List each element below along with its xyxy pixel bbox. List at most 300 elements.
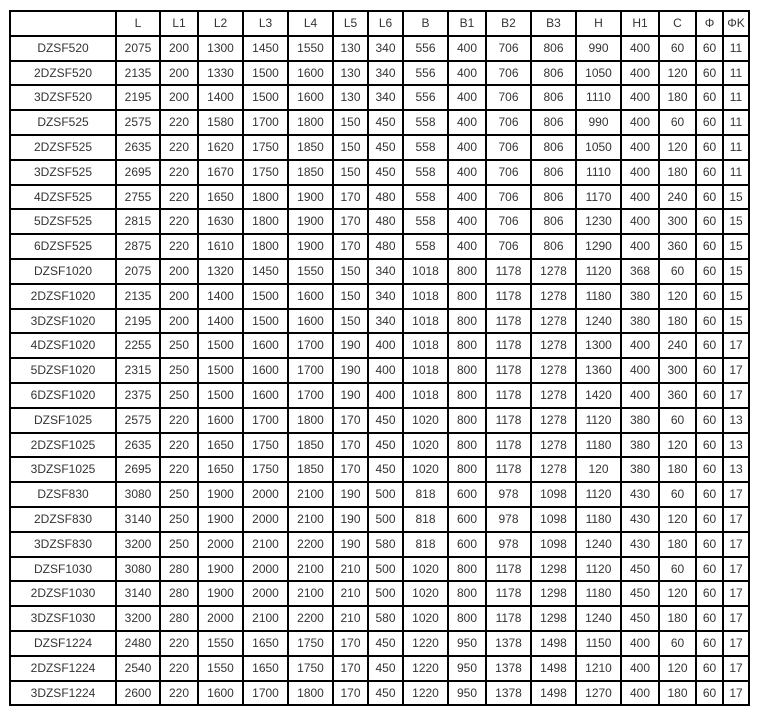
model-cell: DZSF1224 bbox=[10, 631, 116, 656]
value-cell: 806 bbox=[531, 160, 576, 185]
value-cell: 1278 bbox=[531, 333, 576, 358]
value-cell: 1400 bbox=[198, 85, 243, 110]
value-cell: 17 bbox=[723, 557, 749, 582]
model-cell: 2DZSF1030 bbox=[10, 581, 116, 606]
value-cell: 220 bbox=[160, 631, 198, 656]
value-cell: 1498 bbox=[531, 656, 576, 681]
value-cell: 60 bbox=[696, 482, 723, 507]
value-cell: 2100 bbox=[243, 606, 288, 631]
value-cell: 450 bbox=[368, 681, 403, 706]
model-cell: 3DZSF830 bbox=[10, 532, 116, 557]
table-row bbox=[10, 284, 749, 309]
table-row bbox=[10, 185, 749, 210]
value-cell: 170 bbox=[333, 185, 368, 210]
value-cell: 800 bbox=[448, 433, 486, 458]
value-cell: 11 bbox=[723, 61, 749, 86]
value-cell: 978 bbox=[486, 507, 531, 532]
value-cell: 2695 bbox=[116, 457, 160, 482]
value-cell: 1178 bbox=[486, 606, 531, 631]
value-cell: 200 bbox=[160, 61, 198, 86]
value-cell: 1278 bbox=[531, 457, 576, 482]
model-cell: DZSF525 bbox=[10, 110, 116, 135]
value-cell: 60 bbox=[696, 234, 723, 259]
model-cell: 2DZSF1025 bbox=[10, 433, 116, 458]
value-cell: 1550 bbox=[198, 656, 243, 681]
value-cell: 1650 bbox=[243, 656, 288, 681]
value-cell: 558 bbox=[403, 209, 448, 234]
value-cell: 380 bbox=[621, 457, 659, 482]
value-cell: 818 bbox=[403, 507, 448, 532]
value-cell: 170 bbox=[333, 408, 368, 433]
value-cell: 1580 bbox=[198, 110, 243, 135]
value-cell: 400 bbox=[621, 209, 659, 234]
value-cell: 1800 bbox=[288, 681, 333, 706]
value-cell: 15 bbox=[723, 185, 749, 210]
value-cell: 2100 bbox=[288, 507, 333, 532]
value-cell: 2540 bbox=[116, 656, 160, 681]
column-header-L6: L6 bbox=[368, 11, 403, 36]
value-cell: 400 bbox=[448, 209, 486, 234]
value-cell: 1210 bbox=[576, 656, 621, 681]
value-cell: 2135 bbox=[116, 284, 160, 309]
value-cell: 3140 bbox=[116, 507, 160, 532]
model-cell: 5DZSF525 bbox=[10, 209, 116, 234]
value-cell: 556 bbox=[403, 36, 448, 61]
value-cell: 1300 bbox=[576, 333, 621, 358]
value-cell: 806 bbox=[531, 234, 576, 259]
table-row bbox=[10, 433, 749, 458]
value-cell: 11 bbox=[723, 160, 749, 185]
value-cell: 60 bbox=[696, 358, 723, 383]
value-cell: 180 bbox=[659, 606, 696, 631]
table-row bbox=[10, 457, 749, 482]
value-cell: 2315 bbox=[116, 358, 160, 383]
value-cell: 990 bbox=[576, 110, 621, 135]
value-cell: 430 bbox=[621, 507, 659, 532]
value-cell: 800 bbox=[448, 606, 486, 631]
value-cell: 2695 bbox=[116, 160, 160, 185]
column-header-B2: B2 bbox=[486, 11, 531, 36]
value-cell: 800 bbox=[448, 557, 486, 582]
model-cell: DZSF1020 bbox=[10, 259, 116, 284]
value-cell: 250 bbox=[160, 482, 198, 507]
value-cell: 950 bbox=[448, 631, 486, 656]
value-cell: 1018 bbox=[403, 358, 448, 383]
value-cell: 60 bbox=[696, 85, 723, 110]
value-cell: 400 bbox=[368, 333, 403, 358]
value-cell: 280 bbox=[160, 606, 198, 631]
model-cell: 2DZSF1224 bbox=[10, 656, 116, 681]
value-cell: 806 bbox=[531, 85, 576, 110]
value-cell: 220 bbox=[160, 160, 198, 185]
value-cell: 400 bbox=[621, 681, 659, 706]
value-cell: 1600 bbox=[288, 61, 333, 86]
value-cell: 3200 bbox=[116, 532, 160, 557]
value-cell: 340 bbox=[368, 85, 403, 110]
column-header-H1: H1 bbox=[621, 11, 659, 36]
value-cell: 806 bbox=[531, 185, 576, 210]
value-cell: 1120 bbox=[576, 408, 621, 433]
value-cell: 1550 bbox=[198, 631, 243, 656]
value-cell: 1600 bbox=[243, 358, 288, 383]
value-cell: 1620 bbox=[198, 135, 243, 160]
value-cell: 190 bbox=[333, 333, 368, 358]
value-cell: 60 bbox=[696, 309, 723, 334]
value-cell: 400 bbox=[621, 234, 659, 259]
value-cell: 200 bbox=[160, 259, 198, 284]
value-cell: 2000 bbox=[198, 606, 243, 631]
column-header-L: L bbox=[116, 11, 160, 36]
value-cell: 380 bbox=[621, 433, 659, 458]
value-cell: 450 bbox=[621, 581, 659, 606]
value-cell: 1230 bbox=[576, 209, 621, 234]
column-header-H: H bbox=[576, 11, 621, 36]
value-cell: 340 bbox=[368, 61, 403, 86]
value-cell: 60 bbox=[659, 36, 696, 61]
value-cell: 706 bbox=[486, 185, 531, 210]
value-cell: 60 bbox=[696, 185, 723, 210]
value-cell: 1800 bbox=[288, 408, 333, 433]
value-cell: 1330 bbox=[198, 61, 243, 86]
value-cell: 200 bbox=[160, 85, 198, 110]
table-row bbox=[10, 408, 749, 433]
column-header-L4: L4 bbox=[288, 11, 333, 36]
value-cell: 1018 bbox=[403, 284, 448, 309]
value-cell: 1600 bbox=[288, 309, 333, 334]
value-cell: 170 bbox=[333, 631, 368, 656]
value-cell: 1180 bbox=[576, 433, 621, 458]
table-row bbox=[10, 581, 749, 606]
model-cell: DZSF520 bbox=[10, 36, 116, 61]
value-cell: 400 bbox=[448, 61, 486, 86]
value-cell: 558 bbox=[403, 110, 448, 135]
value-cell: 400 bbox=[448, 85, 486, 110]
value-cell: 978 bbox=[486, 532, 531, 557]
value-cell: 400 bbox=[621, 61, 659, 86]
value-cell: 120 bbox=[659, 656, 696, 681]
value-cell: 2600 bbox=[116, 681, 160, 706]
value-cell: 1500 bbox=[198, 383, 243, 408]
value-cell: 2635 bbox=[116, 433, 160, 458]
column-header-B: B bbox=[403, 11, 448, 36]
value-cell: 60 bbox=[696, 135, 723, 160]
value-cell: 360 bbox=[659, 234, 696, 259]
value-cell: 2195 bbox=[116, 309, 160, 334]
value-cell: 11 bbox=[723, 85, 749, 110]
spec-table-body bbox=[10, 36, 749, 706]
value-cell: 400 bbox=[621, 185, 659, 210]
value-cell: 1900 bbox=[288, 185, 333, 210]
value-cell: 2755 bbox=[116, 185, 160, 210]
value-cell: 60 bbox=[696, 36, 723, 61]
value-cell: 1298 bbox=[531, 581, 576, 606]
value-cell: 1900 bbox=[288, 209, 333, 234]
value-cell: 706 bbox=[486, 160, 531, 185]
value-cell: 17 bbox=[723, 482, 749, 507]
table-row bbox=[10, 681, 749, 706]
value-cell: 1850 bbox=[288, 433, 333, 458]
value-cell: 400 bbox=[448, 234, 486, 259]
model-cell: 3DZSF1025 bbox=[10, 457, 116, 482]
value-cell: 2575 bbox=[116, 408, 160, 433]
value-cell: 200 bbox=[160, 309, 198, 334]
value-cell: 1378 bbox=[486, 681, 531, 706]
value-cell: 2075 bbox=[116, 36, 160, 61]
value-cell: 450 bbox=[368, 656, 403, 681]
value-cell: 130 bbox=[333, 85, 368, 110]
value-cell: 60 bbox=[696, 532, 723, 557]
value-cell: 818 bbox=[403, 482, 448, 507]
value-cell: 1550 bbox=[288, 259, 333, 284]
value-cell: 2000 bbox=[198, 532, 243, 557]
value-cell: 1178 bbox=[486, 433, 531, 458]
value-cell: 1750 bbox=[243, 135, 288, 160]
value-cell: 1450 bbox=[243, 259, 288, 284]
value-cell: 400 bbox=[621, 135, 659, 160]
value-cell: 600 bbox=[448, 507, 486, 532]
value-cell: 1020 bbox=[403, 581, 448, 606]
value-cell: 1600 bbox=[288, 85, 333, 110]
value-cell: 1220 bbox=[403, 656, 448, 681]
value-cell: 800 bbox=[448, 259, 486, 284]
value-cell: 280 bbox=[160, 557, 198, 582]
value-cell: 450 bbox=[368, 433, 403, 458]
value-cell: 340 bbox=[368, 259, 403, 284]
value-cell: 1120 bbox=[576, 557, 621, 582]
model-cell: 3DZSF1030 bbox=[10, 606, 116, 631]
value-cell: 1498 bbox=[531, 681, 576, 706]
value-cell: 950 bbox=[448, 656, 486, 681]
value-cell: 1018 bbox=[403, 309, 448, 334]
value-cell: 2480 bbox=[116, 631, 160, 656]
value-cell: 17 bbox=[723, 333, 749, 358]
value-cell: 120 bbox=[576, 457, 621, 482]
value-cell: 1240 bbox=[576, 606, 621, 631]
value-cell: 430 bbox=[621, 532, 659, 557]
value-cell: 400 bbox=[368, 383, 403, 408]
value-cell: 1050 bbox=[576, 135, 621, 160]
spec-table-head bbox=[10, 11, 749, 36]
value-cell: 180 bbox=[659, 309, 696, 334]
value-cell: 220 bbox=[160, 185, 198, 210]
value-cell: 1650 bbox=[198, 185, 243, 210]
value-cell: 1700 bbox=[243, 110, 288, 135]
value-cell: 210 bbox=[333, 557, 368, 582]
value-cell: 2575 bbox=[116, 110, 160, 135]
table-row bbox=[10, 557, 749, 582]
value-cell: 1498 bbox=[531, 631, 576, 656]
model-cell: 6DZSF1020 bbox=[10, 383, 116, 408]
value-cell: 340 bbox=[368, 36, 403, 61]
value-cell: 120 bbox=[659, 581, 696, 606]
value-cell: 15 bbox=[723, 309, 749, 334]
value-cell: 1178 bbox=[486, 557, 531, 582]
value-cell: 1240 bbox=[576, 309, 621, 334]
value-cell: 17 bbox=[723, 631, 749, 656]
value-cell: 17 bbox=[723, 383, 749, 408]
value-cell: 300 bbox=[659, 358, 696, 383]
model-cell: 2DZSF520 bbox=[10, 61, 116, 86]
value-cell: 150 bbox=[333, 135, 368, 160]
value-cell: 1120 bbox=[576, 259, 621, 284]
value-cell: 706 bbox=[486, 234, 531, 259]
value-cell: 190 bbox=[333, 358, 368, 383]
value-cell: 60 bbox=[659, 408, 696, 433]
value-cell: 220 bbox=[160, 110, 198, 135]
value-cell: 800 bbox=[448, 309, 486, 334]
value-cell: 17 bbox=[723, 358, 749, 383]
table-row bbox=[10, 606, 749, 631]
value-cell: 60 bbox=[696, 581, 723, 606]
value-cell: 1178 bbox=[486, 383, 531, 408]
value-cell: 15 bbox=[723, 259, 749, 284]
value-cell: 1600 bbox=[243, 333, 288, 358]
value-cell: 600 bbox=[448, 532, 486, 557]
value-cell: 150 bbox=[333, 160, 368, 185]
value-cell: 170 bbox=[333, 209, 368, 234]
value-cell: 180 bbox=[659, 681, 696, 706]
value-cell: 430 bbox=[621, 482, 659, 507]
table-row bbox=[10, 383, 749, 408]
value-cell: 1900 bbox=[198, 507, 243, 532]
value-cell: 2135 bbox=[116, 61, 160, 86]
value-cell: 558 bbox=[403, 135, 448, 160]
value-cell: 450 bbox=[368, 631, 403, 656]
value-cell: 190 bbox=[333, 507, 368, 532]
value-cell: 3080 bbox=[116, 557, 160, 582]
value-cell: 1178 bbox=[486, 309, 531, 334]
model-cell: DZSF830 bbox=[10, 482, 116, 507]
value-cell: 60 bbox=[696, 433, 723, 458]
value-cell: 170 bbox=[333, 656, 368, 681]
value-cell: 806 bbox=[531, 110, 576, 135]
value-cell: 1278 bbox=[531, 259, 576, 284]
value-cell: 558 bbox=[403, 234, 448, 259]
value-cell: 17 bbox=[723, 581, 749, 606]
value-cell: 60 bbox=[696, 631, 723, 656]
table-row bbox=[10, 532, 749, 557]
table-row bbox=[10, 507, 749, 532]
model-cell: 4DZSF525 bbox=[10, 185, 116, 210]
value-cell: 1900 bbox=[288, 234, 333, 259]
value-cell: 150 bbox=[333, 110, 368, 135]
model-cell: 6DZSF525 bbox=[10, 234, 116, 259]
value-cell: 2100 bbox=[288, 482, 333, 507]
value-cell: 1800 bbox=[243, 209, 288, 234]
value-cell: 210 bbox=[333, 581, 368, 606]
value-cell: 1500 bbox=[243, 284, 288, 309]
value-cell: 130 bbox=[333, 61, 368, 86]
value-cell: 120 bbox=[659, 135, 696, 160]
value-cell: 1098 bbox=[531, 482, 576, 507]
value-cell: 1018 bbox=[403, 383, 448, 408]
value-cell: 1180 bbox=[576, 284, 621, 309]
value-cell: 1670 bbox=[198, 160, 243, 185]
value-cell: 1178 bbox=[486, 358, 531, 383]
value-cell: 800 bbox=[448, 383, 486, 408]
value-cell: 220 bbox=[160, 408, 198, 433]
value-cell: 450 bbox=[621, 606, 659, 631]
value-cell: 1700 bbox=[243, 681, 288, 706]
value-cell: 17 bbox=[723, 507, 749, 532]
value-cell: 1278 bbox=[531, 309, 576, 334]
value-cell: 250 bbox=[160, 358, 198, 383]
column-header-B3: B3 bbox=[531, 11, 576, 36]
value-cell: 1298 bbox=[531, 557, 576, 582]
value-cell: 1600 bbox=[243, 383, 288, 408]
value-cell: 150 bbox=[333, 284, 368, 309]
value-cell: 60 bbox=[696, 507, 723, 532]
value-cell: 120 bbox=[659, 433, 696, 458]
value-cell: 1750 bbox=[288, 656, 333, 681]
value-cell: 1650 bbox=[198, 457, 243, 482]
value-cell: 130 bbox=[333, 36, 368, 61]
value-cell: 450 bbox=[368, 160, 403, 185]
value-cell: 170 bbox=[333, 457, 368, 482]
value-cell: 806 bbox=[531, 209, 576, 234]
value-cell: 15 bbox=[723, 284, 749, 309]
value-cell: 1178 bbox=[486, 259, 531, 284]
table-row bbox=[10, 209, 749, 234]
value-cell: 806 bbox=[531, 135, 576, 160]
value-cell: 2875 bbox=[116, 234, 160, 259]
value-cell: 2255 bbox=[116, 333, 160, 358]
value-cell: 190 bbox=[333, 383, 368, 408]
table-row bbox=[10, 160, 749, 185]
model-cell: DZSF1025 bbox=[10, 408, 116, 433]
value-cell: 1220 bbox=[403, 631, 448, 656]
value-cell: 17 bbox=[723, 681, 749, 706]
value-cell: 11 bbox=[723, 36, 749, 61]
model-cell: DZSF1030 bbox=[10, 557, 116, 582]
value-cell: 556 bbox=[403, 61, 448, 86]
value-cell: 1178 bbox=[486, 408, 531, 433]
value-cell: 1180 bbox=[576, 581, 621, 606]
value-cell: 220 bbox=[160, 457, 198, 482]
value-cell: 1300 bbox=[198, 36, 243, 61]
value-cell: 480 bbox=[368, 234, 403, 259]
value-cell: 180 bbox=[659, 160, 696, 185]
value-cell: 170 bbox=[333, 433, 368, 458]
value-cell: 60 bbox=[696, 259, 723, 284]
value-cell: 400 bbox=[621, 631, 659, 656]
header-row bbox=[10, 11, 749, 36]
value-cell: 2200 bbox=[288, 606, 333, 631]
value-cell: 210 bbox=[333, 606, 368, 631]
value-cell: 400 bbox=[621, 656, 659, 681]
value-cell: 120 bbox=[659, 284, 696, 309]
value-cell: 1220 bbox=[403, 681, 448, 706]
value-cell: 978 bbox=[486, 482, 531, 507]
column-header-Φ: Φ bbox=[696, 11, 723, 36]
value-cell: 1750 bbox=[243, 433, 288, 458]
value-cell: 800 bbox=[448, 284, 486, 309]
value-cell: 60 bbox=[696, 457, 723, 482]
value-cell: 1750 bbox=[243, 160, 288, 185]
value-cell: 1320 bbox=[198, 259, 243, 284]
value-cell: 250 bbox=[160, 333, 198, 358]
value-cell: 240 bbox=[659, 333, 696, 358]
value-cell: 706 bbox=[486, 135, 531, 160]
value-cell: 150 bbox=[333, 259, 368, 284]
value-cell: 400 bbox=[621, 358, 659, 383]
value-cell: 1850 bbox=[288, 160, 333, 185]
value-cell: 3080 bbox=[116, 482, 160, 507]
table-row bbox=[10, 61, 749, 86]
value-cell: 400 bbox=[448, 36, 486, 61]
value-cell: 1278 bbox=[531, 433, 576, 458]
value-cell: 1650 bbox=[198, 433, 243, 458]
